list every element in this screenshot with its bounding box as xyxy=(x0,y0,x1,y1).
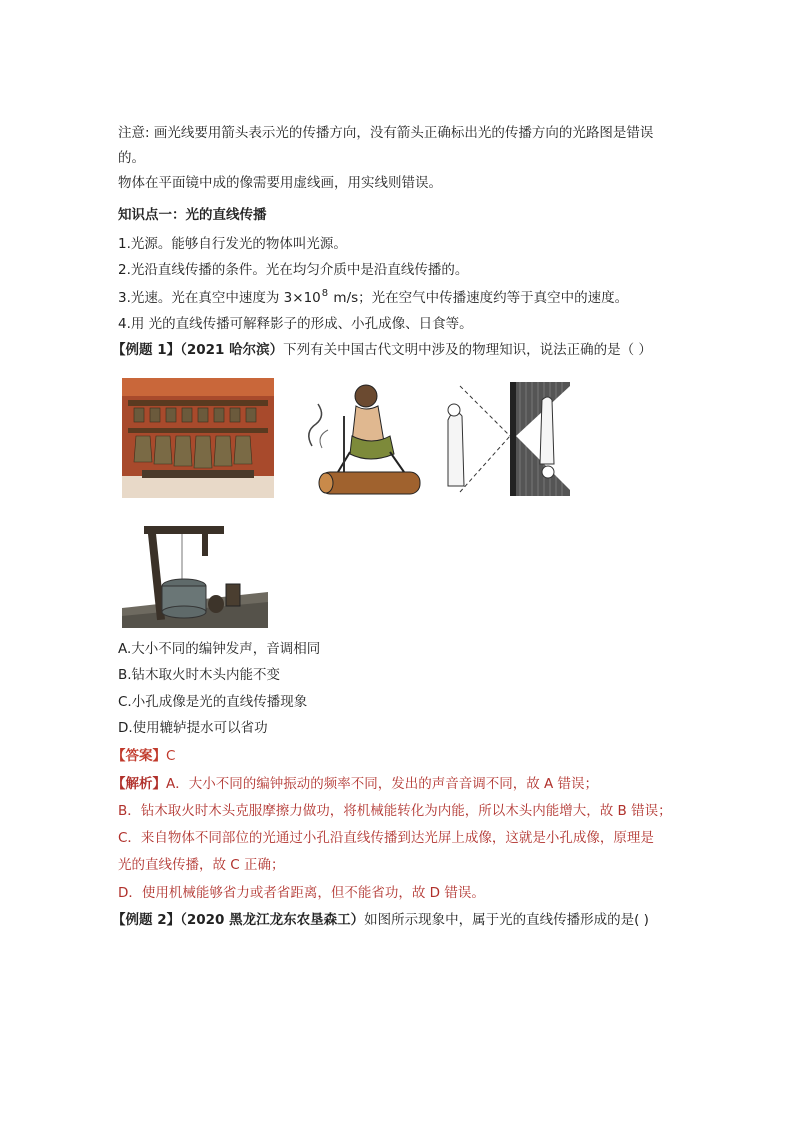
answer-tag: 【答案】 xyxy=(112,748,166,764)
analysis-c: C．来自物体不同部位的光通过小孔沿直线传播到达光屏上成像，这就是小孔成像，原理是 xyxy=(118,830,654,846)
example2-question-line xyxy=(112,910,649,930)
knowledge-title: 知识点一：光的直线传播 xyxy=(118,207,267,223)
note-line-1: 注意: 画光线要用箭头表示光的传播方向，没有箭头正确标出光的传播方向的光路图是错误 xyxy=(118,125,654,141)
answer-value: C xyxy=(166,748,176,764)
option-a: A.大小不同的编钟发声，音调相同 xyxy=(118,641,321,657)
drilling-fire-image xyxy=(292,376,428,500)
option-b: B.钻木取火时木头内能不变 xyxy=(118,667,281,683)
analysis-d: D．使用机械能够省力或者省距离，但不能省功，故 D 错误。 xyxy=(118,885,485,901)
note-line-3: 物体在平面镜中成的像需要用虚线画，用实线则错误。 xyxy=(118,175,442,191)
speed-text: 3.光速。光在真空中速度为 3×10 xyxy=(118,290,321,306)
speed-exponent: 8 xyxy=(321,288,329,299)
example2-source: （2020 黑龙江龙东农垦森工） xyxy=(180,912,365,928)
example1-question: 下列有关中国古代文明中涉及的物理知识，说法正确的是（ ） xyxy=(283,342,652,358)
option-c: C.小孔成像是光的直线传播现象 xyxy=(118,694,308,710)
analysis-a: A．大小不同的编钟振动的频率不同，发出的声音音调不同，故 A 错误； xyxy=(166,776,599,792)
bianzhong-image xyxy=(122,378,274,498)
knowledge-item-2: 2.光沿直线传播的条件。光在均匀介质中是沿直线传播的。 xyxy=(118,262,469,278)
option-d: D.使用辘轳提水可以省功 xyxy=(118,720,268,736)
example1-question-line xyxy=(112,340,652,360)
note-line-2: 的。 xyxy=(118,150,145,166)
example1-source: （2021 哈尔滨） xyxy=(180,342,284,358)
speed-rest: m/s；光在空气中传播速度约等于真空中的速度。 xyxy=(329,290,629,306)
example1-tag: 【例题 1】 xyxy=(112,342,181,358)
windlass-well-image xyxy=(122,512,268,628)
knowledge-item-4: 4.用 光的直线传播可解释影子的形成、小孔成像、日食等。 xyxy=(118,316,473,332)
answer-line xyxy=(112,746,175,766)
analysis-c-cont: 光的直线传播，故 C 正确； xyxy=(118,857,285,873)
analysis-line-1 xyxy=(112,774,598,794)
knowledge-item-3 xyxy=(118,288,628,310)
analysis-b: B．钻木取火时木头克服摩擦力做功，将机械能转化为内能，所以木头内能增大，故 B 错误； xyxy=(118,803,672,819)
analysis-tag: 【解析】 xyxy=(112,776,166,792)
knowledge-item-1: 1.光源。能够自行发光的物体叫光源。 xyxy=(118,236,347,252)
pinhole-image xyxy=(438,380,572,498)
example2-tag: 【例题 2】 xyxy=(112,912,181,928)
example2-question: 如图所示现象中，属于光的直线传播形成的是( ) xyxy=(364,912,649,928)
